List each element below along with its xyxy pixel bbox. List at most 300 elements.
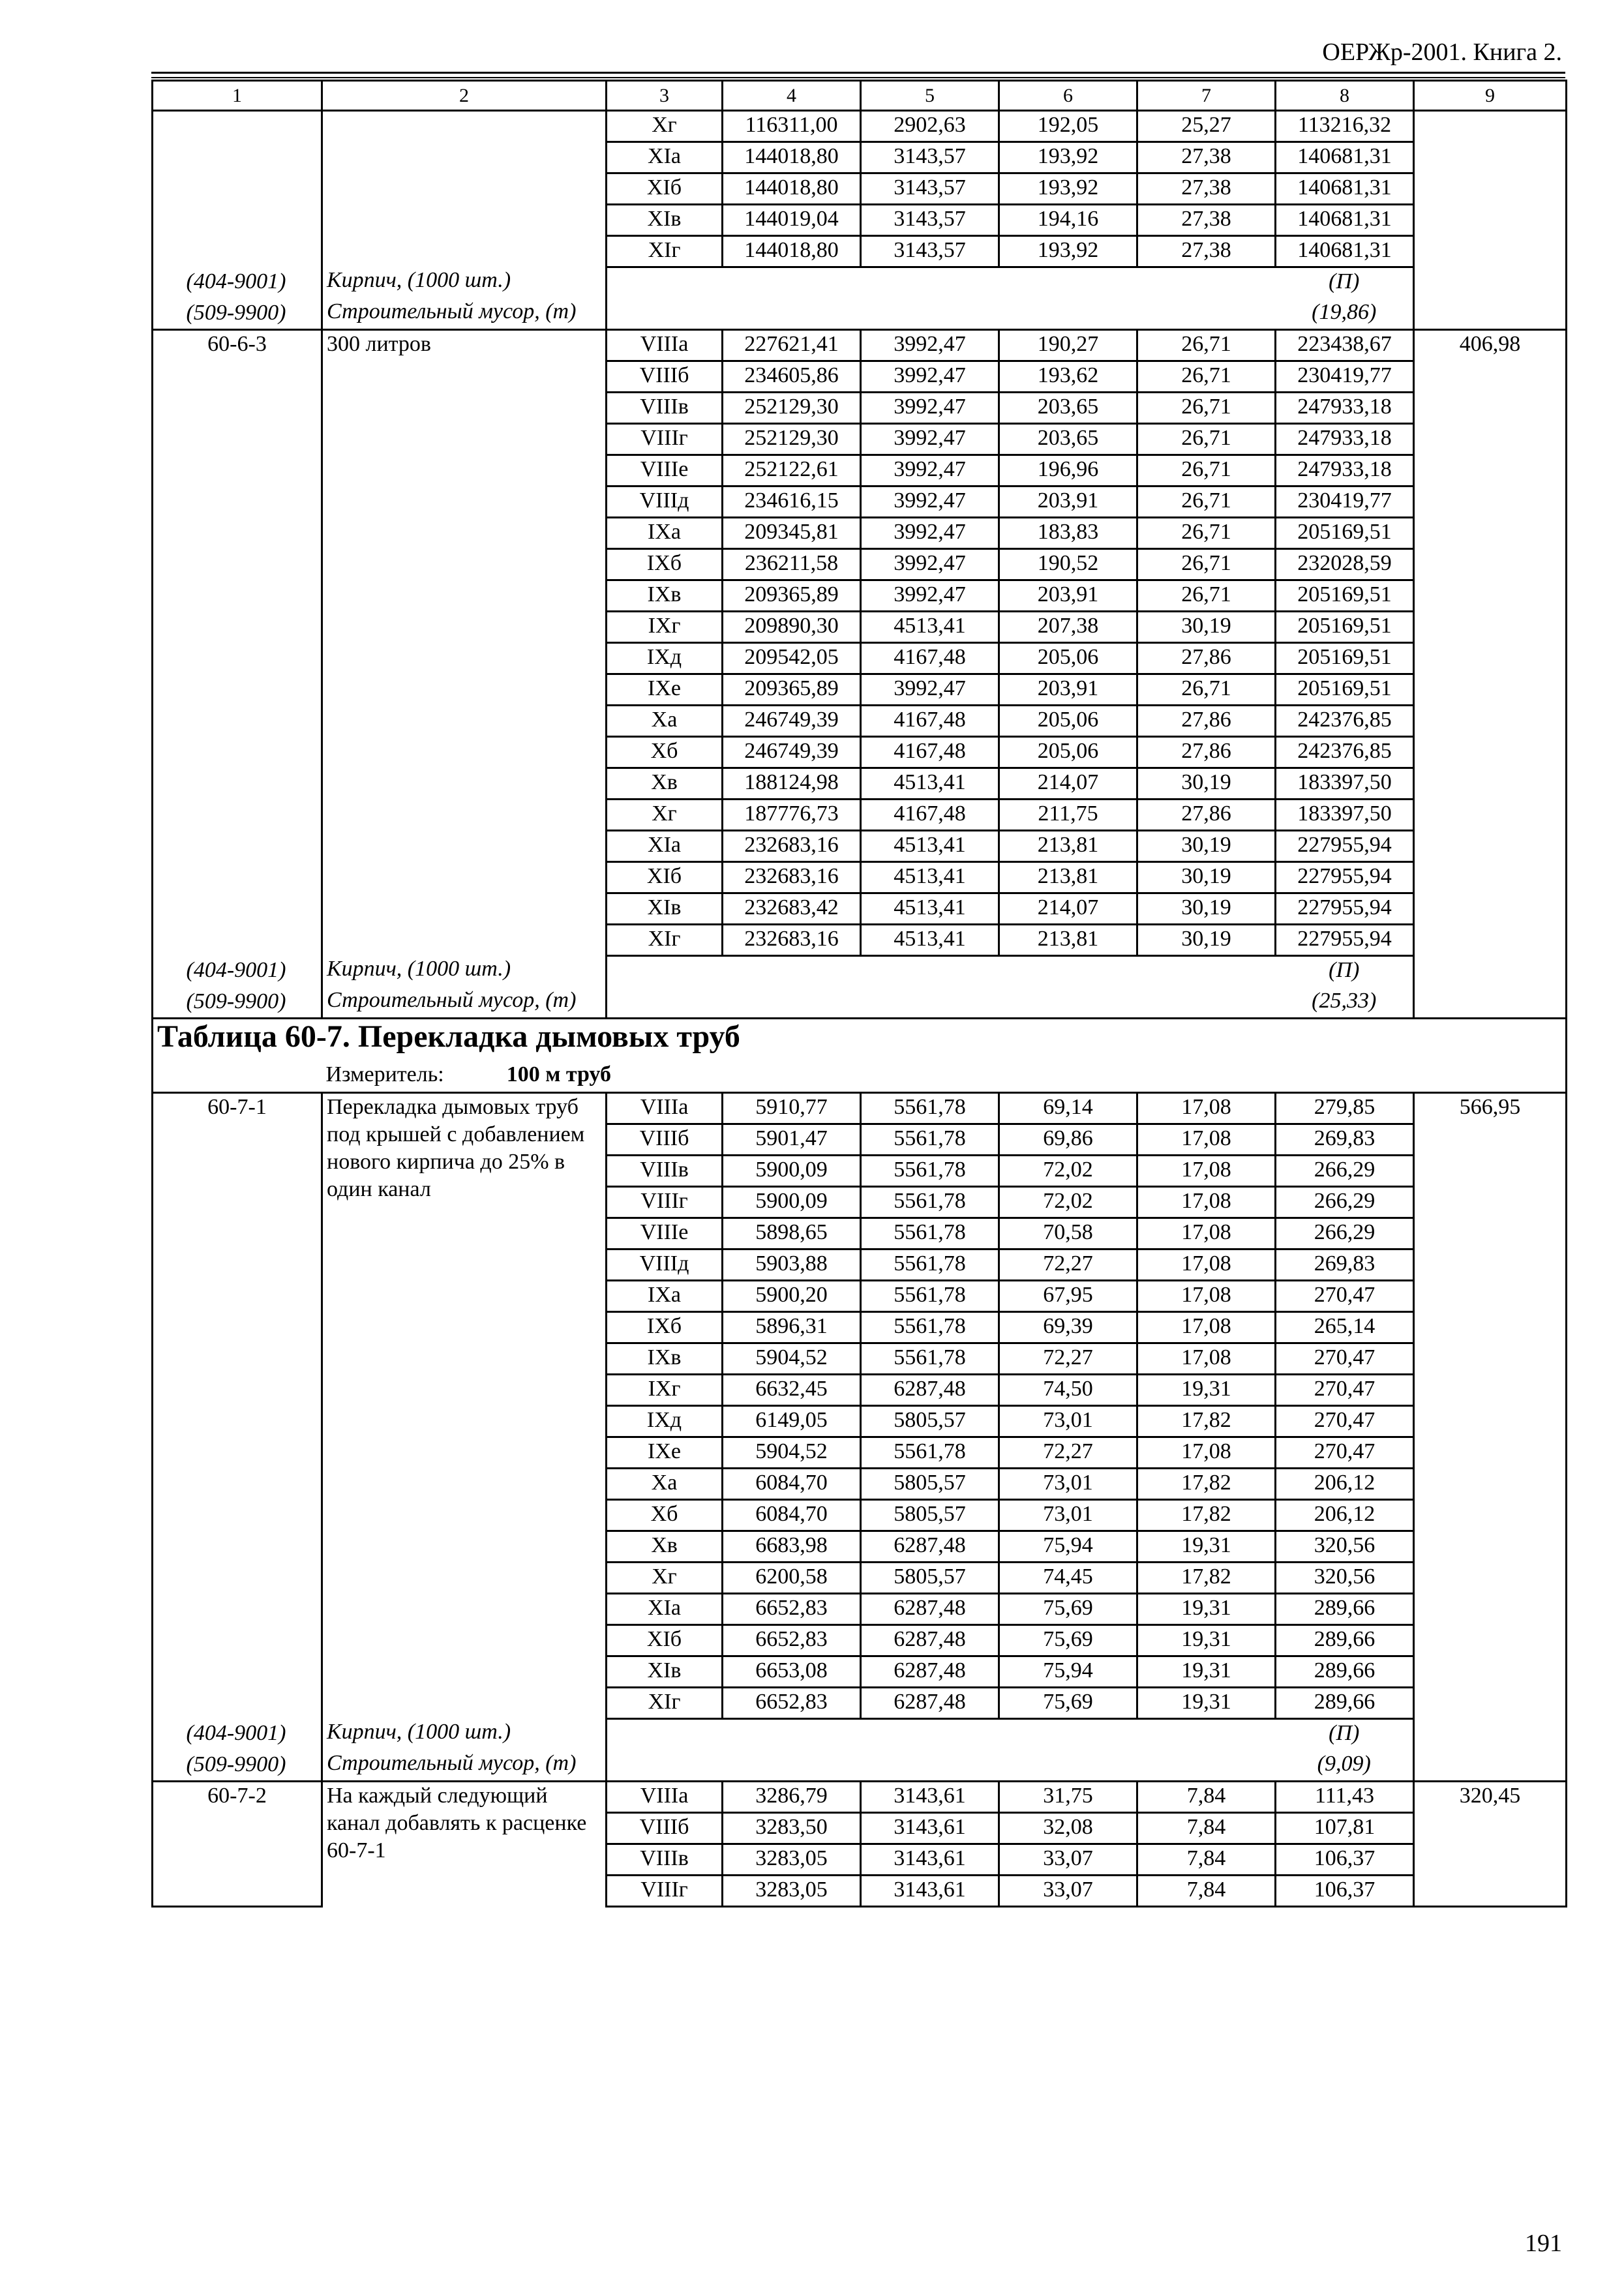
value-cell: 270,47	[1276, 1375, 1414, 1406]
column-number: 6	[999, 81, 1137, 111]
value-cell: 67,95	[999, 1281, 1137, 1312]
value-cell: 6084,70	[723, 1469, 861, 1500]
value-cell: 5561,78	[861, 1124, 999, 1156]
resource-note-row	[153, 267, 1567, 299]
zone-cell: VIIIв	[607, 1844, 723, 1876]
value-cell: 209365,89	[723, 674, 861, 706]
resource-name: Кирпич, (1000 шт.)	[322, 267, 607, 299]
value-cell: 203,91	[999, 486, 1137, 518]
rates-table	[151, 80, 1567, 1908]
value-cell: 3143,61	[861, 1782, 999, 1813]
value-cell: 4513,41	[861, 862, 999, 893]
value-cell: 230419,77	[1276, 486, 1414, 518]
value-cell: 6287,48	[861, 1531, 999, 1563]
value-cell: 3143,57	[861, 142, 999, 173]
value-cell: 17,08	[1137, 1249, 1276, 1281]
meter-value: 100 м труб	[506, 1062, 611, 1086]
value-cell: 17,08	[1137, 1187, 1276, 1218]
table-row	[153, 330, 1567, 361]
value-cell: 75,69	[999, 1625, 1137, 1656]
resource-name: Строительный мусор, (т)	[322, 987, 607, 1019]
value-cell: 213,81	[999, 831, 1137, 862]
value-cell: 320,56	[1276, 1563, 1414, 1594]
value-cell: 236211,58	[723, 549, 861, 580]
value-cell: 183397,50	[1276, 800, 1414, 831]
value-cell: 27,38	[1137, 205, 1276, 236]
zone-cell: VIIIд	[607, 1249, 723, 1281]
value-cell: 193,92	[999, 173, 1137, 205]
zone-cell: Xб	[607, 1500, 723, 1531]
zone-cell: Xа	[607, 1469, 723, 1500]
resource-code: (509-9900)	[186, 989, 286, 1013]
zone-cell: VIIIа	[607, 1093, 723, 1124]
value-cell: 31,75	[999, 1782, 1137, 1813]
value-cell: 3143,61	[861, 1813, 999, 1844]
zone-cell: IXб	[607, 549, 723, 580]
column-number: 1	[153, 81, 322, 111]
value-cell: 5805,57	[861, 1500, 999, 1531]
empty-cell	[723, 299, 861, 330]
value-cell: 19,31	[1137, 1625, 1276, 1656]
zone-cell: IXа	[607, 1281, 723, 1312]
value-cell: 26,71	[1137, 549, 1276, 580]
value-cell: 193,62	[999, 361, 1137, 393]
value-cell: 232683,42	[723, 893, 861, 925]
value-cell: 5904,52	[723, 1437, 861, 1469]
value-cell: 270,47	[1276, 1406, 1414, 1437]
resource-code: (404-9001)	[186, 269, 286, 293]
table-title-row	[153, 1019, 1567, 1062]
zone-cell: VIIIе	[607, 455, 723, 486]
value-cell: 5904,52	[723, 1343, 861, 1375]
zone-cell: XIв	[607, 893, 723, 925]
value-cell: 111,43	[1276, 1782, 1414, 1813]
value-cell: 4513,41	[861, 612, 999, 643]
value-cell: 5805,57	[861, 1563, 999, 1594]
empty-cell	[1137, 1719, 1276, 1750]
value-cell: 26,71	[1137, 330, 1276, 361]
value-cell: 246749,39	[723, 706, 861, 737]
column-number: 2	[322, 81, 607, 111]
value-cell: 209890,30	[723, 612, 861, 643]
value-cell: 33,07	[999, 1844, 1137, 1876]
empty-cell	[861, 299, 999, 330]
value-cell: 27,86	[1137, 643, 1276, 674]
value-cell: 247933,18	[1276, 393, 1414, 424]
value-cell: 4167,48	[861, 737, 999, 768]
meter-label: Измеритель:	[325, 1062, 444, 1086]
value-cell: 30,19	[1137, 925, 1276, 956]
col9-value: 320,45	[1414, 1782, 1567, 1907]
empty-cell	[1137, 987, 1276, 1019]
zone-cell: VIIIд	[607, 486, 723, 518]
value-cell: 203,65	[999, 393, 1137, 424]
value-cell: 205169,51	[1276, 643, 1414, 674]
empty-cell	[607, 299, 723, 330]
value-cell: 33,07	[999, 1876, 1137, 1907]
value-cell: 5561,78	[861, 1093, 999, 1124]
value-cell: 188124,98	[723, 768, 861, 800]
value-cell: 5561,78	[861, 1437, 999, 1469]
value-cell: 26,71	[1137, 674, 1276, 706]
value-cell: 227621,41	[723, 330, 861, 361]
value-cell: 320,56	[1276, 1531, 1414, 1563]
value-cell: 17,08	[1137, 1156, 1276, 1187]
value-cell: 2902,63	[861, 111, 999, 142]
zone-cell: VIIIв	[607, 393, 723, 424]
resource-note-row	[153, 956, 1567, 987]
value-cell: 183397,50	[1276, 768, 1414, 800]
zone-cell: IXб	[607, 1312, 723, 1343]
zone-cell: Xг	[607, 800, 723, 831]
resource-note-row	[153, 1750, 1567, 1782]
rate-description: На каждый следующий канал добавлять к расценке 60-7-1	[322, 1782, 607, 1907]
value-cell: 17,08	[1137, 1281, 1276, 1312]
value-cell: 5561,78	[861, 1312, 999, 1343]
value-cell: 4167,48	[861, 643, 999, 674]
zone-cell: VIIIб	[607, 1813, 723, 1844]
value-cell: 289,66	[1276, 1688, 1414, 1719]
value-cell: 30,19	[1137, 612, 1276, 643]
resource-quantity: (П)	[1276, 1719, 1414, 1750]
resource-code: (509-9900)	[186, 1752, 286, 1776]
col9-value	[1414, 111, 1567, 330]
value-cell: 6287,48	[861, 1656, 999, 1688]
value-cell: 140681,31	[1276, 173, 1414, 205]
value-cell: 3143,57	[861, 236, 999, 267]
zone-cell: IXв	[607, 1343, 723, 1375]
value-cell: 232683,16	[723, 862, 861, 893]
value-cell: 32,08	[999, 1813, 1137, 1844]
value-cell: 30,19	[1137, 893, 1276, 925]
empty-cell	[861, 1719, 999, 1750]
value-cell: 27,86	[1137, 706, 1276, 737]
value-cell: 213,81	[999, 925, 1137, 956]
value-cell: 4167,48	[861, 706, 999, 737]
value-cell: 279,85	[1276, 1093, 1414, 1124]
value-cell: 203,65	[999, 424, 1137, 455]
value-cell: 3143,61	[861, 1844, 999, 1876]
value-cell: 27,38	[1137, 142, 1276, 173]
value-cell: 247933,18	[1276, 424, 1414, 455]
value-cell: 192,05	[999, 111, 1137, 142]
value-cell: 5901,47	[723, 1124, 861, 1156]
page-number: 191	[1525, 2230, 1562, 2257]
value-cell: 213,81	[999, 862, 1137, 893]
col9-value: 566,95	[1414, 1093, 1567, 1782]
value-cell: 73,01	[999, 1500, 1137, 1531]
value-cell: 205,06	[999, 706, 1137, 737]
resource-name: Строительный мусор, (т)	[322, 299, 607, 330]
value-cell: 223438,67	[1276, 330, 1414, 361]
value-cell: 209345,81	[723, 518, 861, 549]
rate-description	[322, 111, 607, 267]
value-cell: 7,84	[1137, 1876, 1276, 1907]
resource-code: (509-9900)	[186, 300, 286, 325]
zone-cell: Xг	[607, 1563, 723, 1594]
value-cell: 205169,51	[1276, 580, 1414, 612]
value-cell: 17,08	[1137, 1312, 1276, 1343]
value-cell: 72,02	[999, 1156, 1137, 1187]
value-cell: 19,31	[1137, 1375, 1276, 1406]
value-cell: 27,86	[1137, 800, 1276, 831]
rate-code: 60-7-1	[153, 1093, 322, 1782]
zone-cell: XIб	[607, 1625, 723, 1656]
value-cell: 6287,48	[861, 1688, 999, 1719]
empty-cell	[1137, 299, 1276, 330]
resource-quantity: (9,09)	[1276, 1750, 1414, 1782]
resource-quantity: (25,33)	[1276, 987, 1414, 1019]
value-cell: 227955,94	[1276, 893, 1414, 925]
value-cell: 5900,09	[723, 1187, 861, 1218]
zone-cell: XIв	[607, 1656, 723, 1688]
zone-cell: IXе	[607, 674, 723, 706]
value-cell: 209542,05	[723, 643, 861, 674]
value-cell: 205,06	[999, 737, 1137, 768]
value-cell: 196,96	[999, 455, 1137, 486]
empty-cell	[1137, 956, 1276, 987]
value-cell: 3283,05	[723, 1844, 861, 1876]
value-cell: 19,31	[1137, 1656, 1276, 1688]
value-cell: 252129,30	[723, 424, 861, 455]
value-cell: 17,08	[1137, 1437, 1276, 1469]
value-cell: 6287,48	[861, 1625, 999, 1656]
value-cell: 72,02	[999, 1187, 1137, 1218]
value-cell: 7,84	[1137, 1844, 1276, 1876]
header-rule-thin	[151, 77, 1565, 78]
value-cell: 234616,15	[723, 486, 861, 518]
value-cell: 73,01	[999, 1469, 1137, 1500]
value-cell: 144018,80	[723, 173, 861, 205]
value-cell: 69,39	[999, 1312, 1137, 1343]
empty-cell	[999, 299, 1137, 330]
value-cell: 73,01	[999, 1406, 1137, 1437]
zone-cell: IXе	[607, 1437, 723, 1469]
column-number: 8	[1276, 81, 1414, 111]
empty-cell	[607, 987, 723, 1019]
value-cell: 27,38	[1137, 173, 1276, 205]
value-cell: 27,38	[1137, 236, 1276, 267]
zone-cell: Xг	[607, 111, 723, 142]
zone-cell: XIг	[607, 925, 723, 956]
zone-cell: IXг	[607, 1375, 723, 1406]
resource-code: (404-9001)	[186, 1720, 286, 1745]
value-cell: 17,08	[1137, 1093, 1276, 1124]
value-cell: 17,82	[1137, 1406, 1276, 1437]
value-cell: 252129,30	[723, 393, 861, 424]
column-number: 5	[861, 81, 999, 111]
value-cell: 4513,41	[861, 925, 999, 956]
zone-cell: IXд	[607, 643, 723, 674]
value-cell: 265,14	[1276, 1312, 1414, 1343]
value-cell: 3283,05	[723, 1876, 861, 1907]
value-cell: 26,71	[1137, 361, 1276, 393]
resource-name: Кирпич, (1000 шт.)	[322, 1719, 607, 1750]
value-cell: 27,86	[1137, 737, 1276, 768]
value-cell: 30,19	[1137, 768, 1276, 800]
value-cell: 3992,47	[861, 518, 999, 549]
value-cell: 289,66	[1276, 1656, 1414, 1688]
rate-code: 60-7-2	[153, 1782, 322, 1907]
zone-cell: VIIIг	[607, 1876, 723, 1907]
resource-name: Кирпич, (1000 шт.)	[322, 956, 607, 987]
value-cell: 227955,94	[1276, 862, 1414, 893]
rate-description: Перекладка дымовых труб под крышей с добавлением нового кирпича до 25% в один канал	[322, 1093, 607, 1719]
empty-cell	[607, 956, 723, 987]
table-row	[153, 111, 1567, 142]
empty-cell	[861, 267, 999, 299]
value-cell: 5561,78	[861, 1187, 999, 1218]
empty-cell	[723, 956, 861, 987]
value-cell: 214,07	[999, 893, 1137, 925]
value-cell: 26,71	[1137, 580, 1276, 612]
value-cell: 17,82	[1137, 1469, 1276, 1500]
meter-row	[153, 1062, 1567, 1093]
empty-cell	[607, 1719, 723, 1750]
value-cell: 7,84	[1137, 1813, 1276, 1844]
value-cell: 3143,61	[861, 1876, 999, 1907]
zone-cell: XIа	[607, 1594, 723, 1625]
value-cell: 25,27	[1137, 111, 1276, 142]
value-cell: 113216,32	[1276, 111, 1414, 142]
value-cell: 5900,09	[723, 1156, 861, 1187]
zone-cell: VIIIб	[607, 1124, 723, 1156]
value-cell: 6652,83	[723, 1625, 861, 1656]
zone-cell: XIа	[607, 831, 723, 862]
empty-cell	[999, 1750, 1137, 1782]
value-cell: 19,31	[1137, 1688, 1276, 1719]
value-cell: 205169,51	[1276, 518, 1414, 549]
value-cell: 6287,48	[861, 1375, 999, 1406]
value-cell: 246749,39	[723, 737, 861, 768]
value-cell: 266,29	[1276, 1218, 1414, 1249]
running-header: ОЕРЖр-2001. Книга 2.	[1322, 38, 1562, 66]
value-cell: 75,94	[999, 1656, 1137, 1688]
empty-cell	[999, 267, 1137, 299]
value-cell: 3143,57	[861, 173, 999, 205]
column-number-row	[153, 81, 1567, 111]
value-cell: 269,83	[1276, 1249, 1414, 1281]
value-cell: 206,12	[1276, 1500, 1414, 1531]
value-cell: 190,27	[999, 330, 1137, 361]
value-cell: 3143,57	[861, 205, 999, 236]
value-cell: 270,47	[1276, 1281, 1414, 1312]
value-cell: 5561,78	[861, 1343, 999, 1375]
value-cell: 205,06	[999, 643, 1137, 674]
zone-cell: Xб	[607, 737, 723, 768]
value-cell: 234605,86	[723, 361, 861, 393]
value-cell: 4167,48	[861, 800, 999, 831]
value-cell: 203,91	[999, 674, 1137, 706]
zone-cell: XIб	[607, 173, 723, 205]
value-cell: 270,47	[1276, 1343, 1414, 1375]
value-cell: 205169,51	[1276, 612, 1414, 643]
value-cell: 242376,85	[1276, 737, 1414, 768]
value-cell: 207,38	[999, 612, 1137, 643]
value-cell: 5903,88	[723, 1249, 861, 1281]
column-number: 3	[607, 81, 723, 111]
value-cell: 140681,31	[1276, 205, 1414, 236]
zone-cell: VIIIб	[607, 361, 723, 393]
value-cell: 6200,58	[723, 1563, 861, 1594]
empty-cell	[607, 1750, 723, 1782]
value-cell: 17,82	[1137, 1563, 1276, 1594]
value-cell: 26,71	[1137, 393, 1276, 424]
value-cell: 4513,41	[861, 768, 999, 800]
column-number: 4	[723, 81, 861, 111]
value-cell: 30,19	[1137, 862, 1276, 893]
zone-cell: XIг	[607, 236, 723, 267]
value-cell: 183,83	[999, 518, 1137, 549]
value-cell: 17,08	[1137, 1343, 1276, 1375]
column-number: 7	[1137, 81, 1276, 111]
value-cell: 193,92	[999, 142, 1137, 173]
value-cell: 6149,05	[723, 1406, 861, 1437]
value-cell: 194,16	[999, 205, 1137, 236]
value-cell: 252122,61	[723, 455, 861, 486]
value-cell: 193,92	[999, 236, 1137, 267]
value-cell: 3992,47	[861, 580, 999, 612]
value-cell: 74,45	[999, 1563, 1137, 1594]
resource-quantity: (П)	[1276, 267, 1414, 299]
value-cell: 6652,83	[723, 1594, 861, 1625]
value-cell: 209365,89	[723, 580, 861, 612]
value-cell: 269,83	[1276, 1124, 1414, 1156]
zone-cell: XIг	[607, 1688, 723, 1719]
zone-cell: VIIIа	[607, 1782, 723, 1813]
value-cell: 230419,77	[1276, 361, 1414, 393]
value-cell: 232683,16	[723, 925, 861, 956]
empty-cell	[723, 987, 861, 1019]
value-cell: 140681,31	[1276, 236, 1414, 267]
zone-cell: VIIIг	[607, 424, 723, 455]
value-cell: 75,69	[999, 1688, 1137, 1719]
value-cell: 203,91	[999, 580, 1137, 612]
value-cell: 17,82	[1137, 1500, 1276, 1531]
value-cell: 144018,80	[723, 142, 861, 173]
value-cell: 6287,48	[861, 1594, 999, 1625]
value-cell: 3992,47	[861, 486, 999, 518]
zone-cell: XIа	[607, 142, 723, 173]
rate-code: 60-6-3	[153, 330, 322, 1019]
value-cell: 5805,57	[861, 1469, 999, 1500]
resource-quantity: (19,86)	[1276, 299, 1414, 330]
value-cell: 30,19	[1137, 831, 1276, 862]
value-cell: 4513,41	[861, 831, 999, 862]
column-number: 9	[1414, 81, 1567, 111]
value-cell: 5900,20	[723, 1281, 861, 1312]
value-cell: 289,66	[1276, 1594, 1414, 1625]
empty-cell	[607, 267, 723, 299]
value-cell: 26,71	[1137, 486, 1276, 518]
resource-code: (404-9001)	[186, 957, 286, 982]
value-cell: 232028,59	[1276, 549, 1414, 580]
zone-cell: VIIIв	[607, 1156, 723, 1187]
value-cell: 6653,08	[723, 1656, 861, 1688]
value-cell: 17,08	[1137, 1124, 1276, 1156]
table-row	[153, 1782, 1567, 1813]
header-rule	[151, 72, 1565, 74]
value-cell: 116311,00	[723, 111, 861, 142]
value-cell: 7,84	[1137, 1782, 1276, 1813]
empty-cell	[723, 267, 861, 299]
empty-cell	[723, 1719, 861, 1750]
value-cell: 72,27	[999, 1437, 1137, 1469]
zone-cell: IXг	[607, 612, 723, 643]
value-cell: 3992,47	[861, 549, 999, 580]
value-cell: 144018,80	[723, 236, 861, 267]
empty-cell	[861, 956, 999, 987]
